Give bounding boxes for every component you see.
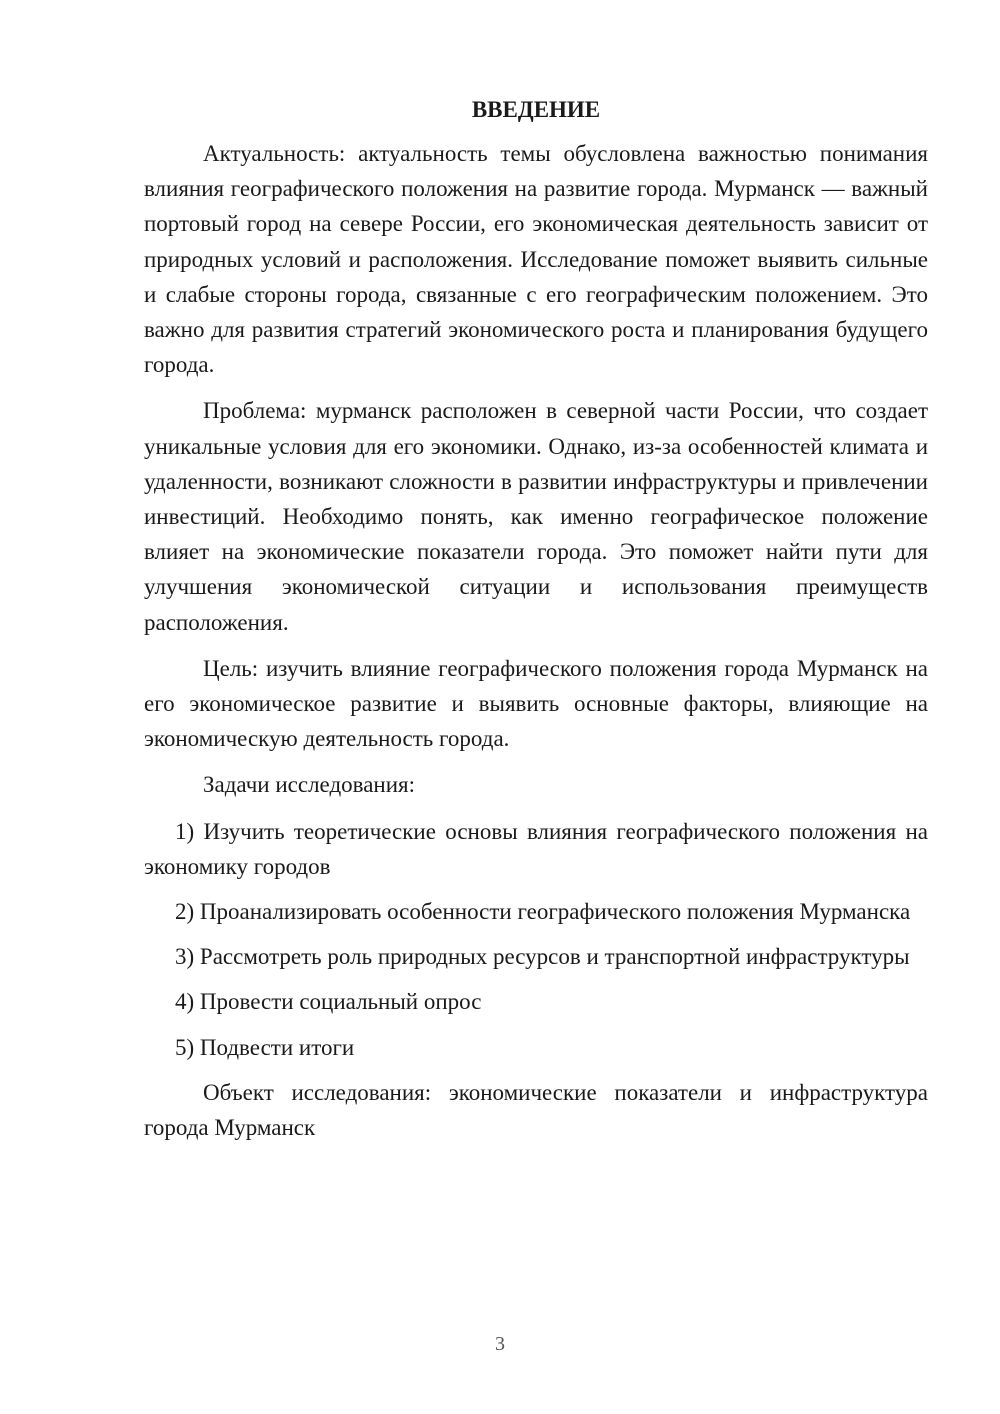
section-heading: ВВЕДЕНИЕ bbox=[471, 97, 601, 122]
object-paragraph: Объект исследования: экономические показатели и инфраструктура города Мурманск bbox=[144, 1079, 928, 1141]
relevance-paragraph: Актуальность: актуальность темы обусловлена важностью понимания влияния географического положения на развитие города. Мурманск — важный портовый город на севере России, его экономическая деятельность зависит от природных условий и расположения. Исследование поможет выявить сильные и слабые стороны города, связанные с его географическим положением. Это важно для развития стратегий экономического роста и планирования будущего города. bbox=[144, 141, 928, 378]
problem-paragraph: Проблема: мурманск расположен в северной части России, что создает уникальные условия для его экономики. Однако, из-за особенностей климата и удаленности, возникают сложности в развитии инфраструктуры и привлечении инвестиций. Необходимо понять, как именно географическое положение влияет на экономические показатели города. Это поможет найти пути для улучшения экономической ситуации и использования преимуществ расположения. bbox=[144, 398, 928, 635]
page-number: 3 bbox=[495, 1333, 505, 1355]
tasks-list bbox=[144, 814, 928, 1065]
list-item: 4) Провести социальный опрос bbox=[175, 989, 482, 1015]
list-item: 5) Подвести итоги bbox=[175, 1034, 355, 1060]
list-item: 2) Проанализировать особенности географического положения Мурманска bbox=[175, 899, 911, 925]
list-item: 1) Изучить теоретические основы влияния географического положения на экономику городов bbox=[144, 818, 928, 879]
list-item: 3) Рассмотреть роль природных ресурсов и транспортной инфраструктуры bbox=[175, 944, 910, 970]
document-page bbox=[144, 92, 928, 1156]
goal-paragraph: Цель: изучить влияние географического положения города Мурманск на его экономическое развитие и выявить основные факторы, влияющие на экономическую деятельность города. bbox=[144, 655, 928, 752]
tasks-heading: Задачи исследования: bbox=[203, 772, 416, 798]
